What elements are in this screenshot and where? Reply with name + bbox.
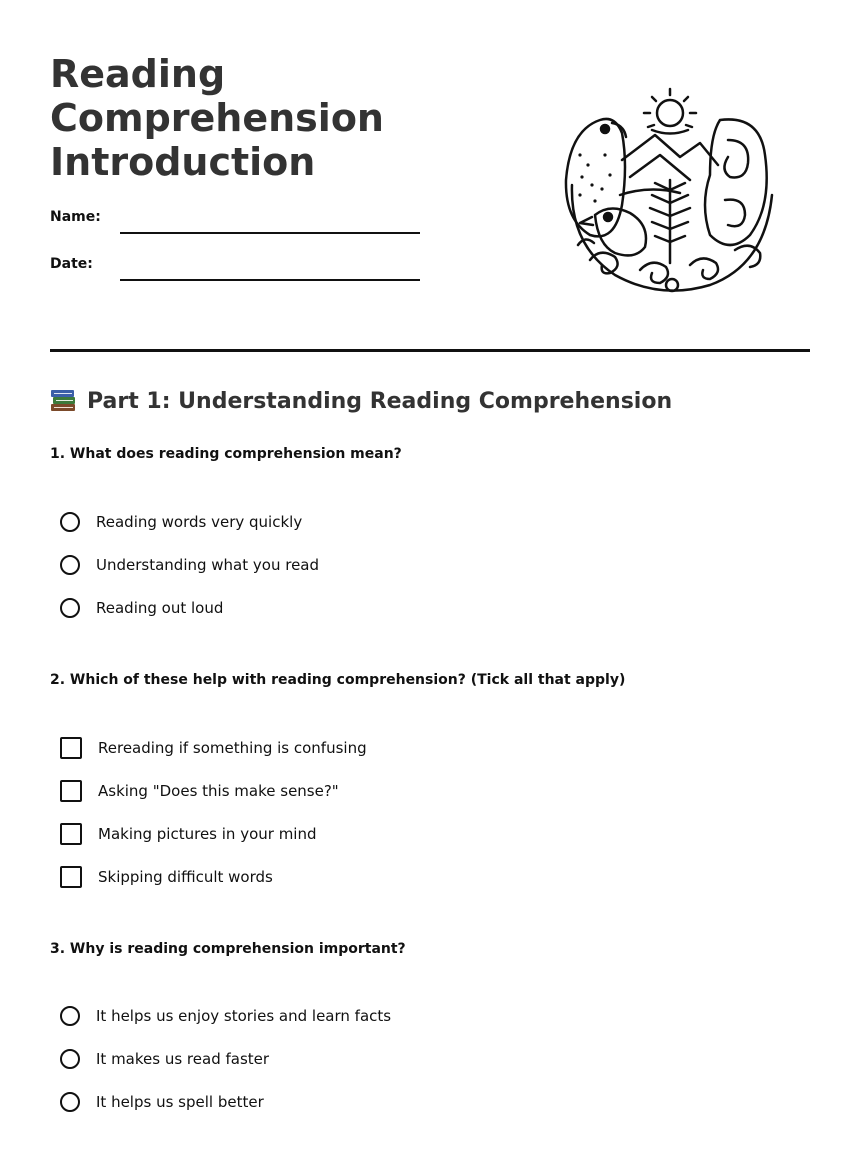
question-1: 1. What does reading comprehension mean? [50,446,402,462]
title-line: Reading [50,52,226,96]
q2-option-1[interactable] [60,735,367,761]
q1-option-3[interactable] [60,595,223,621]
maori-nature-emblem-icon [560,85,780,297]
radio-button[interactable] [60,598,80,618]
checkbox[interactable] [60,737,82,759]
option-label: Reading out loud [96,599,224,617]
q2-option-2[interactable] [60,778,339,804]
checkbox[interactable] [60,780,82,802]
q3-option-3[interactable] [60,1089,264,1115]
option-label: Rereading if something is confusing [98,739,367,757]
name-line[interactable] [120,232,420,234]
option-label: Reading words very quickly [96,513,303,531]
books-icon [50,388,77,414]
date-line[interactable] [120,279,420,281]
option-label: It helps us enjoy stories and learn facts [96,1007,392,1025]
option-label: Asking "Does this make sense?" [98,782,339,800]
radio-button[interactable] [60,1092,80,1112]
title-line: Comprehension [50,96,384,140]
option-label: It makes us read faster [96,1050,270,1068]
q1-option-1[interactable] [60,509,302,535]
checkbox[interactable] [60,866,82,888]
option-label: Skipping difficult words [98,868,273,886]
radio-button[interactable] [60,1049,80,1069]
worksheet-title [50,52,470,184]
option-label: It helps us spell better [96,1093,264,1111]
checkbox[interactable] [60,823,82,845]
radio-button[interactable] [60,1006,80,1026]
q3-option-2[interactable] [60,1046,269,1072]
title-line: Introduction [50,140,316,184]
name-field[interactable] [50,209,420,239]
question-3: 3. Why is reading comprehension important? [50,941,406,957]
question-2: 2. Which of these help with reading comprehension? (Tick all that apply) [50,672,626,688]
option-label: Understanding what you read [96,556,320,574]
header-divider [50,349,810,352]
radio-button[interactable] [60,555,80,575]
date-field[interactable] [50,256,420,286]
name-label: Name: [50,209,101,225]
q2-option-4[interactable] [60,864,273,890]
radio-button[interactable] [60,512,80,532]
part1-heading-text: Part 1: Understanding Reading Comprehension [87,388,673,414]
part1-heading [50,388,672,414]
option-label: Making pictures in your mind [98,825,317,843]
q3-option-1[interactable] [60,1003,391,1029]
date-label: Date: [50,256,93,272]
q1-option-2[interactable] [60,552,319,578]
q2-option-3[interactable] [60,821,317,847]
